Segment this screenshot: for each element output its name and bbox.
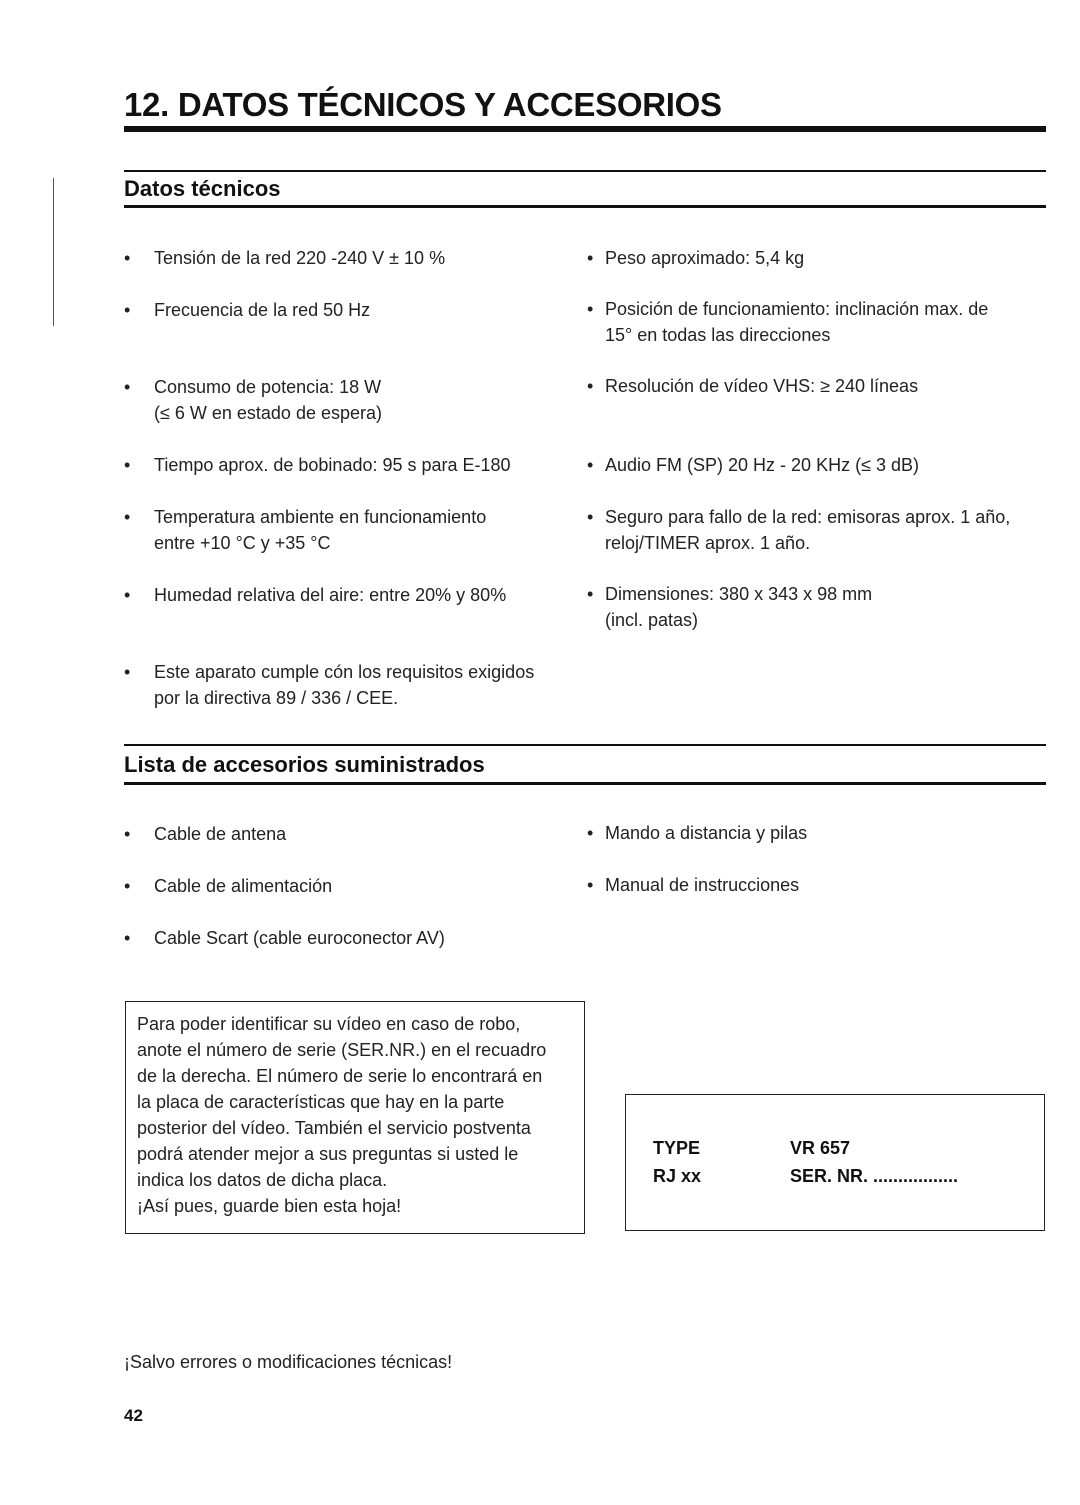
bullet: • (587, 299, 594, 319)
list-item: • Manual de instrucciones (587, 872, 1047, 898)
bullet: • (124, 377, 131, 397)
list-item: • Posición de funcionamiento: inclinación max. de 15° en todas las direcciones (587, 296, 1047, 348)
tech-section-title: Datos técnicos (124, 176, 281, 201)
list-item: • Humedad relativa del aire: entre 20% y 80% (124, 582, 564, 608)
list-item: • Tensión de la red 220 -240 V ± 10 % (124, 245, 564, 271)
list-item: • Audio FM (SP) 20 Hz - 20 KHz (≤ 3 dB) (587, 452, 1047, 478)
list-item: • Cable Scart (cable euroconector AV) (124, 925, 564, 951)
list-item: • Seguro para fallo de la red: emisoras aprox. 1 año, reloj/TIMER aprox. 1 año. (587, 504, 1047, 556)
tech-section-bottom-rule (124, 205, 1046, 208)
bullet: • (124, 507, 131, 527)
bullet: • (124, 585, 131, 605)
list-item: • Este aparato cumple cón los requisitos exigidos por la directiva 89 / 336 / CEE. (124, 659, 564, 711)
serial-number-field: SER. NR. ................. (790, 1166, 959, 1186)
bullet: • (587, 823, 594, 843)
accessories-section-bottom-rule (124, 782, 1046, 785)
bullet: • (124, 662, 131, 682)
bullet: • (587, 376, 594, 396)
list-item: • Cable de alimentación (124, 873, 564, 899)
bullet: • (587, 248, 594, 268)
bullet: • (587, 584, 594, 604)
chapter-title: 12. DATOS TÉCNICOS Y ACCESORIOS (124, 86, 722, 123)
list-item: • Mando a distancia y pilas (587, 820, 1047, 846)
accessories-section-title: Lista de accesorios suministrados (124, 752, 485, 777)
list-item: • Tiempo aprox. de bobinado: 95 s para E-180 (124, 452, 564, 478)
theft-note-box (125, 1001, 585, 1234)
list-item: • Consumo de potencia: 18 W (≤ 6 W en estado de espera) (124, 374, 564, 426)
list-item: • Dimensiones: 380 x 343 x 98 mm (incl. patas) (587, 581, 1047, 633)
list-item: • Frecuencia de la red 50 Hz (124, 297, 564, 323)
type-plate-box (625, 1094, 1045, 1231)
bullet: • (124, 300, 131, 320)
tech-section-top-rule (124, 170, 1046, 172)
bullet: • (587, 875, 594, 895)
type-label: TYPE (653, 1138, 701, 1158)
chapter-title-rule (124, 126, 1046, 132)
footer-note: ¡Salvo errores o modificaciones técnicas! (124, 1352, 453, 1372)
list-item: • Resolución de vídeo VHS: ≥ 240 líneas (587, 373, 1047, 399)
bullet: • (587, 507, 594, 527)
theft-note-text: Para poder identificar su vídeo en caso de robo, anote el número de serie (SER.NR.) en el recuadro de la derecha. El número de serie lo encontrará en la placa de características que hay en la parte posterior del vídeo. También el servicio postventa podrá atender mejor a sus preguntas si usted le indica los datos de dicha placa. ¡Así pues, guarde bien esta hoja! (137, 1014, 547, 1216)
bullet: • (124, 824, 131, 844)
page-number: 42 (124, 1406, 143, 1425)
bullet: • (124, 455, 131, 475)
bullet: • (124, 248, 131, 268)
bullet: • (124, 876, 131, 896)
list-item: • Cable de antena (124, 821, 564, 847)
bullet: • (124, 928, 131, 948)
accessories-section-top-rule (124, 744, 1046, 746)
list-item: • Temperatura ambiente en funcionamiento entre +10 °C y +35 °C (124, 504, 564, 556)
type-value: VR 657 (790, 1138, 851, 1158)
model-label: RJ xx (653, 1166, 702, 1186)
margin-mark (53, 178, 54, 326)
bullet: • (587, 455, 594, 475)
list-item: • Peso aproximado: 5,4 kg (587, 245, 1047, 271)
